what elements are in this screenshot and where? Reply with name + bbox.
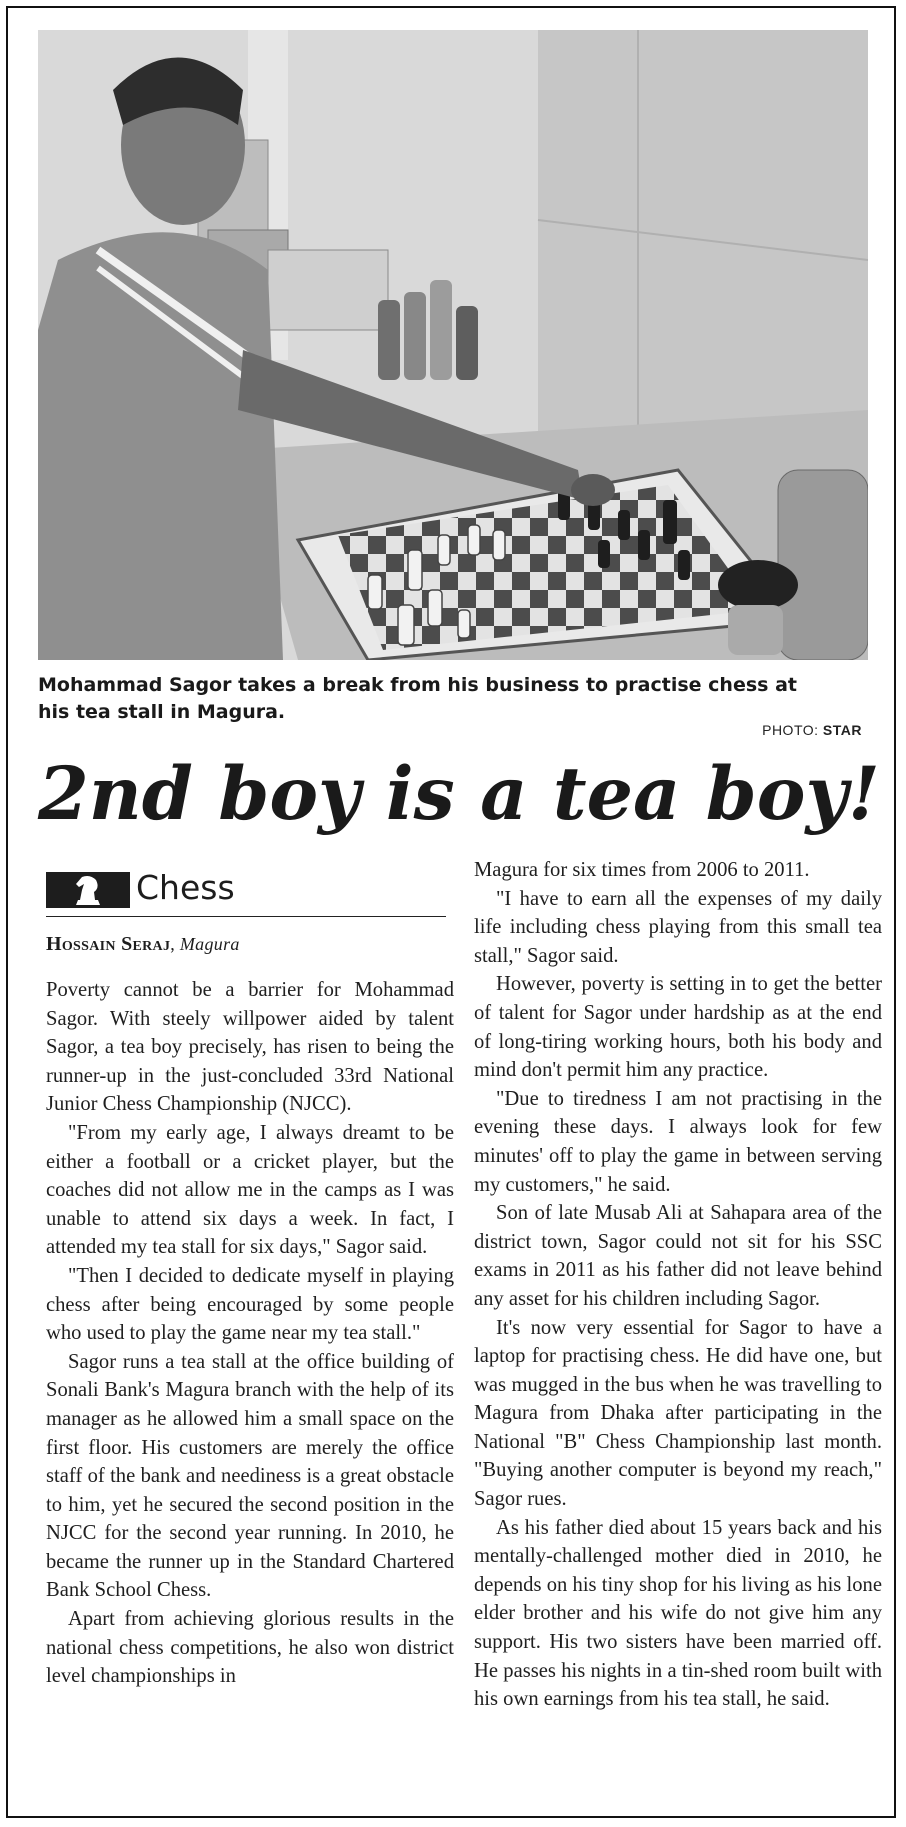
knight-chess-piece-icon <box>46 872 130 908</box>
article-column-left <box>46 976 454 1691</box>
paragraph: However, poverty is setting in to get the better of talent for Sagor under hardship as at the end of long-tiring working hours, both his body and mind don't permit him any practice. <box>474 973 882 1082</box>
paragraph: It's now very essential for Sagor to have a laptop for practising chess. He did have one, but was mugged in the bus when he was travelling to Magura from Dhaka after participating in the National "B" Chess Championship last month. "Buying another computer is beyond my reach," Sagor rues. <box>474 1316 882 1511</box>
article-frame <box>6 6 896 1818</box>
byline-place: Magura <box>179 934 240 954</box>
photo-credit <box>762 722 862 738</box>
paragraph: "Then I decided to dedicate myself in playing chess after being encouraged by some people who used to play the game near my tea stall." <box>46 1264 454 1345</box>
article-column-right <box>474 856 882 1714</box>
photo-credit-prefix: PHOTO: <box>762 722 823 738</box>
paragraph: "I have to earn all the expenses of my daily life including chess playing from this small tea stall," Sagor said. <box>474 887 882 967</box>
section-kicker <box>46 864 446 917</box>
paragraph: "Due to tiredness I am not practising in the evening these days. I always look for few minutes' off to play the game in between serving my customers," he said. <box>474 1087 882 1196</box>
byline-author: Hossain Seraj <box>46 933 171 955</box>
paragraph: Son of late Musab Ali at Sahapara area of the district town, Sagor could not sit for his SSC exams in 2011 as his father did not leave behind any asset for his children including Sagor. <box>474 1202 882 1310</box>
paragraph: Sagor runs a tea stall at the office building of Sonali Bank's Magura branch with the help of its manager as he allowed him a small space on the first floor. His customers are merely the office staff of the bank and neediness is a great obstacle to him, yet he secured the second position in the NJCC for the second year running. In 2010, he became the runner up in the Standard Chartered Bank School Chess. <box>46 1350 454 1602</box>
headline: 2nd boy is a tea boy! <box>38 751 880 837</box>
paragraph: As his father died about 15 years back and his mentally-challenged mother died in 2010, he depends on his tiny shop for his living as his lone elder brother and his wife do not give him any support. His two sisters have been married off. He passes his nights in a tin-shed room built with his own earnings from his tea stall, he said. <box>474 1516 882 1711</box>
photo-illustration <box>38 30 868 660</box>
photo-caption: Mohammad Sagor takes a break from his business to practise chess at his tea stall in Magura. <box>38 674 797 723</box>
paragraph: "From my early age, I always dreamt to be either a football or a cricket player, but the coaches did not allow me in the camps as I was unable to attend six days a week. In fact, I attended my tea stall for six days," Sagor said. <box>46 1121 454 1259</box>
article-photo <box>38 30 868 660</box>
section-label: Chess <box>136 868 235 907</box>
paragraph: Magura for six times from 2006 to 2011. <box>474 859 810 881</box>
paragraph: Apart from achieving glorious results in the national chess competitions, he also won district level championships in <box>46 1608 454 1688</box>
section-badge <box>46 872 130 908</box>
paragraph: Poverty cannot be a barrier for Mohammad Sagor. With steely willpower aided by talent Sagor, a tea boy precisely, has risen to being the runner-up in the just-concluded 33rd National Junior Chess Championship (NJCC). <box>46 979 454 1116</box>
byline: Hossain Seraj, Magura <box>46 933 240 955</box>
photo-credit-source: STAR <box>822 722 862 738</box>
